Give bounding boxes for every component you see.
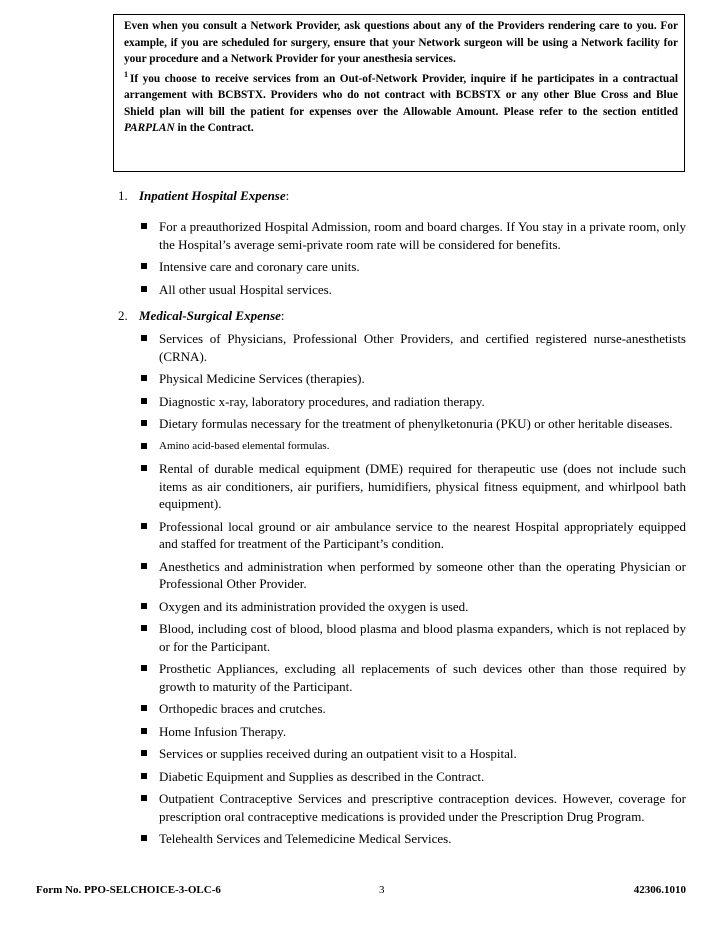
bullet-icon xyxy=(141,223,147,229)
notice-box xyxy=(113,14,685,172)
bullet-icon xyxy=(141,523,147,529)
list-item: Home Infusion Therapy. xyxy=(137,723,686,741)
bullet-icon xyxy=(141,603,147,609)
list-item: Rental of durable medical equipment (DME) required for therapeutic use (does not include such items as air conditioners, air purifiers, humidifiers, physical fitness equipment, and whirlpool bath equipment). xyxy=(137,460,686,513)
list-item: Telehealth Services and Telemedicine Medical Services. xyxy=(137,830,686,848)
bullet-icon xyxy=(141,563,147,569)
bullet-icon xyxy=(141,750,147,756)
list-item: Blood, including cost of blood, blood plasma and blood plasma expanders, which is not replaced by or for the Participant. xyxy=(137,620,686,655)
section-number: 1. xyxy=(118,188,128,203)
list-item: Orthopedic braces and crutches. xyxy=(137,700,686,718)
inpatient-list xyxy=(137,218,686,303)
bullet-icon xyxy=(141,465,147,471)
document-code: 42306.1010 xyxy=(633,884,686,896)
bullet-icon xyxy=(141,420,147,426)
bullet-icon xyxy=(141,705,147,711)
section-colon: : xyxy=(285,188,290,203)
bullet-icon xyxy=(141,398,147,404)
list-item: Professional local ground or air ambulance service to the nearest Hospital appropriately equipped and staffed for treatment of the Participant’s condition. xyxy=(137,518,686,553)
bullet-icon xyxy=(141,728,147,734)
list-item: Physical Medicine Services (therapies). xyxy=(137,370,686,388)
bullet-icon xyxy=(141,835,147,841)
bullet-icon xyxy=(141,263,147,269)
form-number: Form No. PPO-SELCHOICE-3-OLC-6 xyxy=(36,884,221,896)
list-item: Oxygen and its administration provided the oxygen is used. xyxy=(137,598,686,616)
list-item: Services or supplies received during an outpatient visit to a Hospital. xyxy=(137,745,686,763)
section-colon: : xyxy=(280,308,285,323)
medical-surgical-list xyxy=(137,330,686,853)
bullet-icon xyxy=(141,795,147,801)
parplan-reference: PARPLAN xyxy=(124,122,175,134)
list-item: Diabetic Equipment and Supplies as described in the Contract. xyxy=(137,768,686,786)
bullet-icon xyxy=(141,375,147,381)
list-item: Services of Physicians, Professional Other Providers, and certified registered nurse-anesthetists (CRNA). xyxy=(137,330,686,365)
section-heading-medical-surgical xyxy=(118,308,285,324)
list-item: Diagnostic x-ray, laboratory procedures, and radiation therapy. xyxy=(137,393,686,411)
notice-paragraph-out-of-network xyxy=(124,71,678,137)
bullet-icon xyxy=(141,665,147,671)
list-item: All other usual Hospital services. xyxy=(137,281,686,299)
section-title: Inpatient Hospital Expense xyxy=(139,188,286,203)
list-item: Amino acid-based elemental formulas. xyxy=(137,438,686,456)
section-number: 2. xyxy=(118,308,128,323)
notice-text-a: If you choose to receive services from an Out-of-Network Provider, inquire if he participates in a contractual arrangement with BCBSTX. Providers who do not contract with BCBSTX or any other Blue Cross and Blue Shield plan will bill the patient for expenses over the Allowable Amount. Please refer to the section entitled xyxy=(124,72,678,118)
section-title: Medical-Surgical Expense xyxy=(139,308,281,323)
bullet-icon xyxy=(141,286,147,292)
list-item: Dietary formulas necessary for the treatment of phenylketonuria (PKU) or other heritable diseases. xyxy=(137,415,686,433)
list-item: For a preauthorized Hospital Admission, room and board charges. If You stay in a private room, only the Hospital’s average semi-private room rate will be considered for benefits. xyxy=(137,218,686,253)
bullet-icon xyxy=(141,773,147,779)
notice-text-b: in the Contract. xyxy=(174,122,254,134)
notice-paragraph-network: Even when you consult a Network Provider, ask questions about any of the Providers rendering care to you. For example, if you are scheduled for surgery, ensure that your Network surgeon will be using a Network facility for your procedure and a Network Provider for your anesthesia services. xyxy=(124,20,678,65)
page-number: 3 xyxy=(379,884,385,896)
list-item: Anesthetics and administration when performed by someone other than the operating Physician or Professional Other Provider. xyxy=(137,558,686,593)
bullet-icon xyxy=(141,625,147,631)
list-item: Intensive care and coronary care units. xyxy=(137,258,686,276)
list-item: Outpatient Contraceptive Services and prescriptive contraception devices. However, coverage for prescription oral contraceptive medications is provided under the Prescription Drug Program. xyxy=(137,790,686,825)
list-item: Prosthetic Appliances, excluding all replacements of such devices other than those required by growth to maturity of the Participant. xyxy=(137,660,686,695)
bullet-icon xyxy=(141,443,147,449)
bullet-icon xyxy=(141,335,147,341)
footnote-mark: 1 xyxy=(124,69,128,79)
section-heading-inpatient xyxy=(118,188,289,204)
